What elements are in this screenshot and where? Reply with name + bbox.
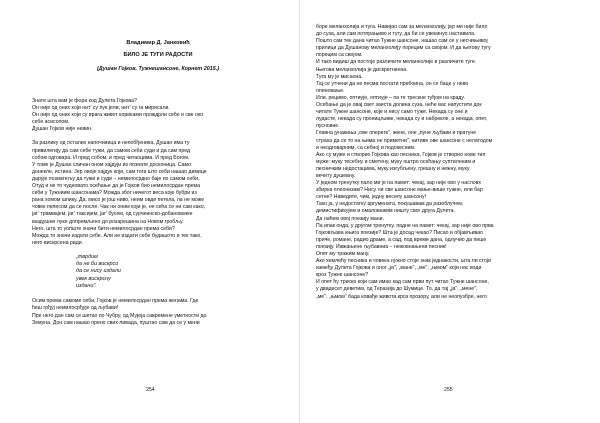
text-line: Осим према самоме себи, Гојков је немилосрдан према женама. Где xyxy=(32,298,199,305)
text-line: Његова меланхолија је дискретнинна. xyxy=(316,66,408,73)
text-line: донекле, истина. Јер овоје хајдук који, сам тога што себи нашао димице xyxy=(32,168,207,175)
text-line: поезију. Ижжањене љубавниа – нежовнањени песник! xyxy=(316,243,447,250)
text-line: Гојковљава књига поезије? Шта је досад чекао? Писао и објављивао xyxy=(316,229,483,236)
paragraph xyxy=(316,24,568,301)
text-line: песничким недостацима, муку изгубљену, грешну и нежну, муку xyxy=(316,165,470,172)
text-line: За разлику од осталих напочниица и непобђеника, Душан има ту xyxy=(32,140,190,147)
text-line: Туга му је мисаона. xyxy=(316,73,363,80)
article-title: БИЛО ЈЕ ТУГИ РАДОСТИ xyxy=(123,52,193,58)
text-line: „ме", „њмом" бада ковађе живота кроз прозору, али не неопузбре, него xyxy=(316,293,487,300)
right-page xyxy=(300,0,600,423)
paragraph xyxy=(32,140,284,246)
text-line: приче, романе, радио драме, а сад, под време дана, одлучио да пише xyxy=(316,236,487,243)
text-line: сетне? Наведите, чим, једну веселу шансону! xyxy=(316,194,427,201)
text-line: Па ипак онда, у другом тренутку, падне на памет: чекај, зар није ово прва xyxy=(316,222,494,229)
text-line: Он није од оних који су врага живот кориками прождрли себе и све око xyxy=(32,112,204,119)
text-line: муже: муку тесебну и сметену, муку оштро осећању суптилнним и xyxy=(316,158,476,165)
text-line: демистификујем и омаловажим ништу свог друга Дулета. xyxy=(316,208,455,215)
text-line: Душан Гојков није невин. xyxy=(32,126,93,133)
text-line: У томе је Душан сличан оном хајдуји из познате досконица. Само xyxy=(32,161,191,168)
text-line: привилегију да сам себе тужи, да самом себи суди и да сам пред xyxy=(32,147,191,154)
text-line: између Дулета Гојкова и оног „ја", „мане", „ме", „њмом" који нас води xyxy=(316,265,482,272)
poem-quote xyxy=(76,254,284,290)
text-line: Пре него дан сам се шетао по Чубру, од Мујеја савремене уметности до xyxy=(32,312,207,319)
text-line: ваздушне луке допремљено до розарешина на Новом гробљу. xyxy=(32,218,184,225)
text-line: страха да се то на њима не приметни", нитиве ове шансоне с нелатодом xyxy=(316,137,493,144)
text-line: Ако су муже и створио Гојкова као песника, Гојков је створио нове тип xyxy=(316,151,486,158)
page-number-left: 254 xyxy=(146,387,155,393)
text-line: Отуд и не то чудновато осећање да је Гојков био немилосрдан према xyxy=(32,183,200,190)
right-body-text xyxy=(316,24,568,301)
text-line: боре меланхолија и туга. Навијао сам за меланхолију, јер ми није било xyxy=(316,24,488,30)
text-line: Можда то значи издати себе. Али не издати себе будашото и тек тако, xyxy=(32,232,202,239)
text-line: и неодговарним, са себној и подсвесним. xyxy=(316,144,416,151)
text-line: него вискрсена ради. xyxy=(32,239,84,246)
text-line: пусновне. xyxy=(316,123,340,130)
author-name: Владимир Д. Јанковић xyxy=(126,40,190,46)
text-line: собом одговара. И пред собом, и пред читаоцима. И пред Богом. xyxy=(32,154,190,161)
text-line: опиновање. xyxy=(316,87,345,94)
text-line: дарује позиатељу да тужи и суди – немилосрдно баје по самом себи. xyxy=(32,175,200,182)
poem-line: „тврдим xyxy=(76,253,98,260)
text-line: Пошто сам тек дана читао Тужне шансоне, нашао сам се у несчињивој xyxy=(316,38,488,45)
paragraph xyxy=(32,98,284,133)
text-line: Или, рецимо, оптиује, оптиује – па те трескне туђом на краду. xyxy=(316,94,465,101)
text-line: збирка плеонизам? Нису ли све шансоне мање-више тужне, или бар xyxy=(316,187,483,194)
text-line: човек пелесом да се после. Чак ни оним који је, не сећа се ни сам како, xyxy=(32,204,206,211)
page-number-right: 255 xyxy=(444,387,453,393)
text-line: У једном тренутку пало ми је на памет: чекај, зар није ово у насловх xyxy=(316,180,482,187)
paragraph xyxy=(32,298,284,326)
text-line: Главна јунакиња „ове опереге", жене, оне „пуне љубави и пратуне xyxy=(316,130,477,137)
left-body-text-after xyxy=(32,298,284,326)
text-line: Земуна. Дон сам нашао прено свих ливада, пуштао сам да се у мени xyxy=(32,319,200,326)
text-line: вечиту душевну. xyxy=(316,172,356,179)
text-line: Осећање да је овај свет заиста долина суза, неће вас напустити док xyxy=(316,102,482,109)
text-line: Тако ја, у недостатку аргумената, покушавам да разоблучем, xyxy=(316,201,464,208)
text-line: читате Тужне шансоне, које и нису само туже. Некада су оне и xyxy=(316,109,468,116)
text-line: до суза, али сам потпрањиво и тугу, да би се увекинуо наставила. xyxy=(316,31,476,38)
text-line: у двадесет деветим, од Теразија до Шумице. То, да тај „ја", „мене", xyxy=(316,286,478,293)
text-line: Он није од оних који нит' су лук јели, нит' су га мирисали. xyxy=(32,105,170,112)
text-line: Него, шта то уопште значи бити немилосрдан према себи? xyxy=(32,225,175,232)
text-line: Опет му тражим ману. xyxy=(316,251,370,257)
poem-line: да се нису издали xyxy=(76,268,121,275)
text-line: И тако видиш да постоје различите меланхолије и различите туге. xyxy=(316,59,477,66)
poem-line: издани". xyxy=(76,283,97,290)
poem-line: да не би вискрсо xyxy=(76,261,119,268)
text-line: себе асисолом. xyxy=(32,119,70,126)
article-subtitle: (Душан Гојков, Тужнешансоне, Корнет 2015.) xyxy=(96,66,220,72)
text-line: Ако хемлећу песника и човека нужно стоје знак једнакости, шта ли стоји xyxy=(316,258,491,265)
text-line: рана хомом шпику. Да, мисо је још ниво, неим овде петела, па не може xyxy=(32,197,205,204)
text-line: И опет ћу триско који сам имао кад сам први пут читао Тужне шансоне, xyxy=(316,279,489,286)
text-line: Да наћем овој поезију мани. xyxy=(316,215,385,222)
text-line: себи у Тужниим шансонама? Можда због ничегот веса које бубри из xyxy=(32,190,197,197)
text-line: прилици да Душанову меланхолију порецим са својом. И да његову тугу xyxy=(316,45,491,52)
left-body-text xyxy=(32,98,284,247)
text-line: јаг' трамвајем, јаг' таксијем, јаг' бусем, од сурчеинско-добановачке xyxy=(32,211,193,218)
text-line: кроз Тужне шансоне? xyxy=(316,272,369,279)
text-line: ћеш грђуј немилосрђује од љубави! xyxy=(32,305,119,312)
text-line: лудасте, некада су проницљиве, некада су и набрекле, а некада, опет, xyxy=(316,116,488,123)
poem-line: увек вискрсну xyxy=(76,275,111,282)
text-line: Знате шта вам је фора код Дулета Гојкова? xyxy=(32,98,137,104)
text-line: Тај се утчени да не песма постати пребоина, он се баце у нево xyxy=(316,80,469,87)
text-line: порецим са својом. xyxy=(316,52,363,59)
